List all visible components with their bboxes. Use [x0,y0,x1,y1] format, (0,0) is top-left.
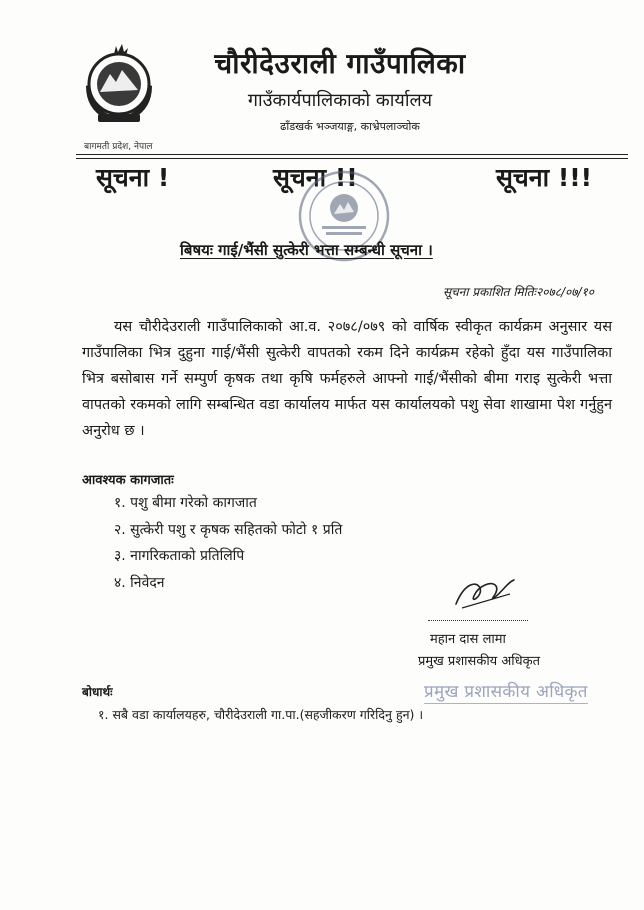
header-divider [76,154,628,155]
list-item: ३. नागरिकताको प्रतिलिपि [114,548,245,564]
designation-stamp: प्रमुख प्रशासकीय अधिकृत [424,679,588,704]
cc-item: १. सबै वडा कार्यालयहरु, चौरीदेउराली गा.पा.(सहजीकरण गरिदिनु हुन) । [98,707,424,722]
signatory-name: महान दास लामा [430,632,506,647]
notice-heading-1: सूचना ! [96,163,170,192]
list-item: ४. निवेदन [114,574,165,591]
office-subtitle: गाउँकार्यपालिकाको कार्यालय [247,90,433,111]
office-address: ढाँडखर्क भञ्जयाङ्ग, काभ्रेपलाञ्चोक [280,120,420,133]
body-paragraph: यस चौरीदेउराली गाउँपालिकाको आ.व. २०७८/०७९ को वार्षिक स्वीकृत कार्यक्रम अनुसार यस गाउँपालिका भित्र दुहुना गाई/भैंसी सुत्केरी वापतको रकम दिने कार्यक्रम रहेको हुँदा यस गाउँपालिका भित्र बसोबास गर्ने सम्पुर्ण कृषक तथा कृषि फर्महरुले आफ्नो गाई/भैंसीको बीमा गराइ सुत्केरी भत्ता वापतको रकमको लागि सम्बन्धित वडा कार्यालय मार्फत यस कार्यालयको पशु सेवा शाखामा पेश गर्नुहुन अनुरोध छ । [82,319,612,439]
header-divider-thin [76,158,628,159]
list-item: १. पशु बीमा गरेको कागजात [114,495,257,511]
required-docs-heading: आवश्यक कागजातः [82,473,174,488]
list-item: २. सुत्केरी पशु र कृषक सहितको फोटो १ प्रति [114,521,343,538]
published-date: सूचना प्रकाशित मितिः२०७८/०७/१० [442,285,594,299]
notice-heading-2: सूचना !! [273,163,358,192]
signature-line [428,620,528,621]
handwritten-signature-icon [452,574,518,612]
nepal-government-emblem-icon [78,40,160,126]
province-label: बागमती प्रदेश, नेपाल [84,142,153,152]
required-docs-list [114,490,342,596]
subject-line: बिषयः गाई/भैंसी सुत्केरी भत्ता सम्बन्धी सूचना । [180,241,433,259]
cc-heading: बोधार्थः [82,685,113,699]
office-name: चौरीदेउराली गाउँपालिका [214,47,466,80]
signatory-title: प्रमुख प्रशासकीय अधिकृत [418,654,541,669]
notice-heading-3: सूचना !!! [496,163,593,192]
